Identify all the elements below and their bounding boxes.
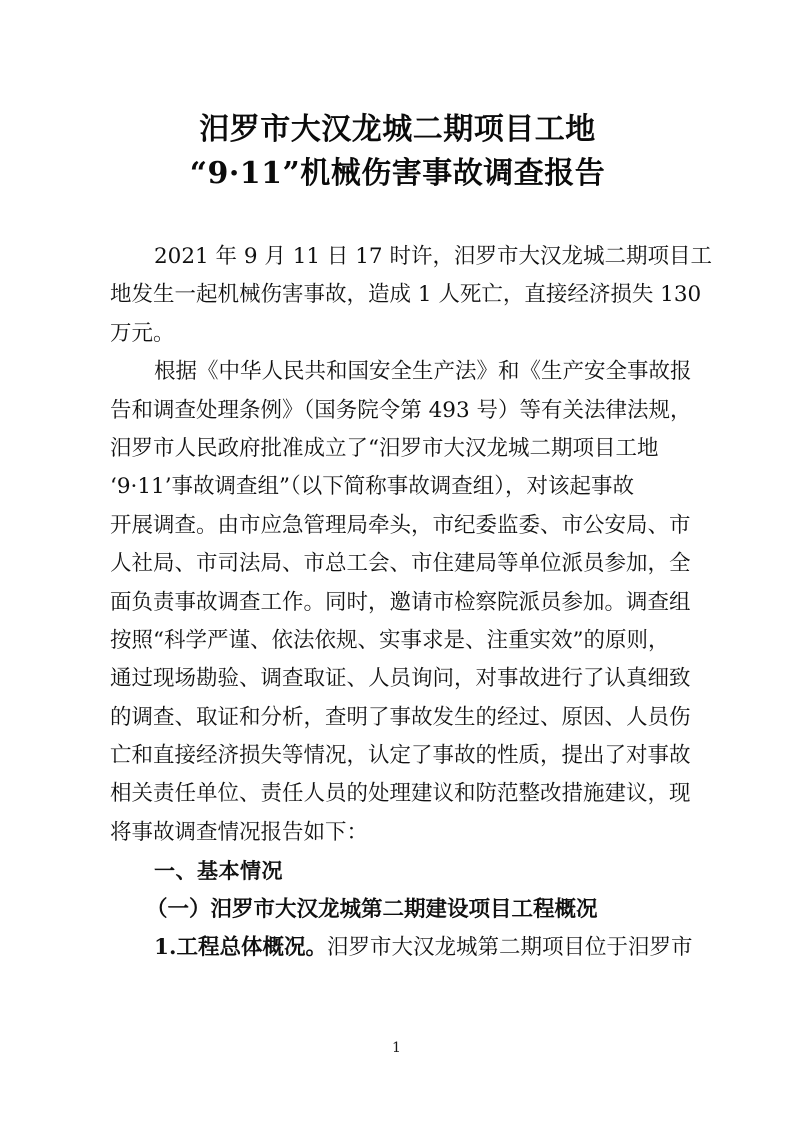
paragraph-1 — [110, 238, 712, 353]
text-line: 人社局、市司法局、市总工会、市住建局等单位派员参加，全 — [110, 551, 691, 577]
paragraph-2 — [110, 353, 692, 852]
text-line: 按照“科学严谨、依法依规、实事求是、注重实效”的原则， — [110, 627, 670, 653]
numbered-item-line — [110, 929, 693, 967]
text-line: ‘9·11’事故调查组”（以下简称事故调查组），对该起事故 — [110, 474, 635, 500]
title-line-1: 汨罗市大汉龙城二期项目工地 — [199, 112, 596, 147]
text-line: 通过现场勘验、调查取证、人员询问，对事故进行了认真细致 — [110, 666, 691, 692]
heading-level-2: （一）汨罗市大汉龙城第二期建设项目工程概况 — [146, 896, 598, 922]
text-line: 亡和直接经济损失等情况，认定了事故的性质，提出了对事故 — [110, 743, 691, 769]
text-line: 面负责事故调查工作。同时，邀请市检察院派员参加。调查组 — [110, 589, 691, 615]
heading-level-1: 一、基本情况 — [154, 859, 283, 884]
text-line: 将事故调查情况报告如下： — [110, 819, 369, 845]
text-line: 根据《中华人民共和国安全生产法》和《生产安全事故报 — [154, 359, 692, 385]
text-line: 告和调查处理条例》（国务院令第 493 号）等有关法律法规， — [110, 397, 692, 423]
text-line: 万元。 — [110, 320, 175, 346]
text-line: 地发生一起机械伤害事故，造成 1 人死亡，直接经济损失 130 — [110, 282, 702, 308]
text-line: 汨罗市人民政府批准成立了“汨罗市大汉龙城二期项目工地 — [110, 435, 659, 461]
page-number: 1 — [392, 1040, 401, 1056]
text-line: 相关责任单位、责任人员的处理建议和防范整改措施建议，现 — [110, 781, 691, 807]
numbered-item-lead: 1.工程总体概况。 — [154, 935, 327, 961]
numbered-item-text: 汨罗市大汉龙城第二期项目位于汨罗市 — [326, 935, 693, 961]
document-body — [110, 238, 712, 967]
text-line: 2021 年 9 月 11 日 17 时许，汨罗市大汉龙城二期项目工 — [154, 244, 712, 269]
text-line: 的调查、取证和分析，查明了事故发生的经过、原因、人员伤 — [110, 704, 691, 730]
document-title — [110, 108, 685, 196]
text-line: 开展调查。由市应急管理局牵头，市纪委监委、市公安局、市 — [110, 512, 691, 538]
title-line-2: “9·11”机械伤害事故调查报告 — [189, 156, 606, 191]
